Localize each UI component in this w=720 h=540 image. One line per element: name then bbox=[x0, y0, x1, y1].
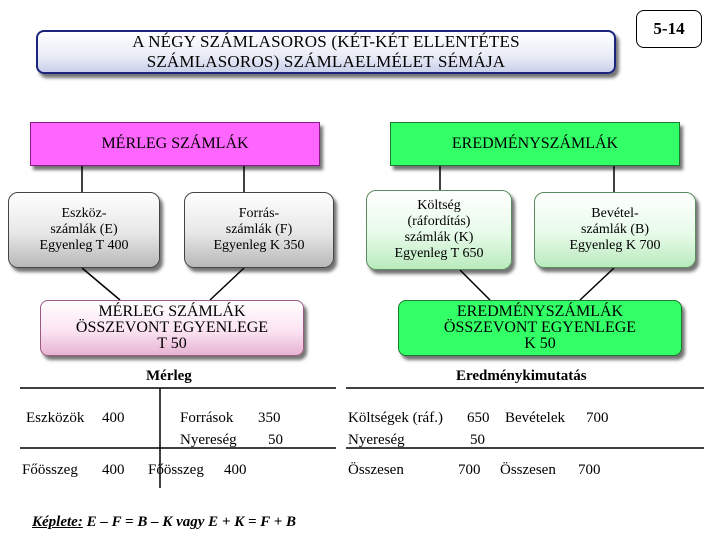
result-accounts-label: EREDMÉNYSZÁMLÁK bbox=[451, 135, 619, 152]
income-profit-value: 50 bbox=[470, 432, 485, 448]
connector-assets-to-summary bbox=[82, 268, 120, 300]
revenue-accounts-line-1: Bevétel- bbox=[591, 206, 639, 221]
balance-accounts-box bbox=[30, 122, 320, 166]
diagram-title bbox=[36, 30, 616, 74]
result-summary-balance: K 50 bbox=[524, 335, 556, 352]
asset-accounts-line-2: számlák (E) bbox=[50, 222, 118, 237]
balance-total-right-label: Főösszeg bbox=[148, 462, 204, 478]
income-revenues-label: Bevételek bbox=[505, 410, 565, 426]
balance-profit-value: 50 bbox=[268, 432, 283, 448]
result-accounts-box bbox=[390, 122, 680, 166]
title-line-1: A NÉGY SZÁMLASOROS (KÉT-KÉT ELLENTÉTES bbox=[132, 32, 520, 51]
revenue-accounts-balance: Egyenleg K 700 bbox=[569, 238, 661, 253]
connector-revenues-to-summary bbox=[580, 268, 614, 300]
balance-assets-value: 400 bbox=[102, 410, 125, 426]
connector-liabilities-to-summary bbox=[210, 268, 244, 300]
cost-accounts-box bbox=[366, 190, 512, 270]
income-total-right-value: 700 bbox=[578, 462, 601, 478]
income-statement-title: Eredménykimutatás bbox=[456, 368, 587, 384]
balance-assets-label: Eszközök bbox=[26, 410, 85, 426]
revenue-accounts-line-2: számlák (B) bbox=[580, 222, 649, 237]
income-total-left-value: 700 bbox=[458, 462, 481, 478]
cost-accounts-line-3: számlák (K) bbox=[404, 230, 474, 245]
asset-accounts-balance: Egyenleg T 400 bbox=[39, 238, 129, 253]
balance-profit-label: Nyereség bbox=[180, 432, 237, 448]
income-total-left-label: Összesen bbox=[348, 462, 404, 478]
formula-label: Képlete: bbox=[32, 514, 83, 530]
formula-text: E – F = B – K vagy E + K = F + B bbox=[82, 514, 297, 530]
cost-accounts-balance: Egyenleg T 650 bbox=[394, 246, 484, 261]
balance-total-right-value: 400 bbox=[224, 462, 247, 478]
balance-sheet-title: Mérleg bbox=[146, 368, 192, 384]
cost-accounts-line-2: (ráfordítás) bbox=[407, 214, 471, 229]
formula bbox=[32, 512, 296, 532]
cost-accounts-line-1: Költség bbox=[417, 198, 461, 213]
revenue-accounts-box bbox=[534, 192, 696, 268]
liability-accounts-box bbox=[184, 192, 334, 268]
income-total-right-label: Összesen bbox=[500, 462, 556, 478]
income-revenues-value: 700 bbox=[586, 410, 609, 426]
balance-total-left-label: Főösszeg bbox=[22, 462, 78, 478]
balance-accounts-label: MÉRLEG SZÁMLÁK bbox=[101, 135, 249, 152]
result-summary-box bbox=[398, 300, 682, 356]
liability-accounts-line-1: Forrás- bbox=[238, 206, 280, 221]
income-profit-label: Nyereség bbox=[348, 432, 405, 448]
result-summary-line-1: EREDMÉNYSZÁMLÁK bbox=[456, 303, 624, 320]
asset-accounts-box bbox=[8, 192, 160, 268]
asset-accounts-line-1: Eszköz- bbox=[61, 206, 107, 221]
balance-total-left-value: 400 bbox=[102, 462, 125, 478]
balance-sources-value: 350 bbox=[258, 410, 281, 426]
income-costs-value: 650 bbox=[467, 410, 490, 426]
liability-accounts-balance: Egyenleg K 350 bbox=[213, 238, 305, 253]
income-costs-label: Költségek (ráf.) bbox=[348, 410, 443, 426]
result-summary-line-2: ÖSSZEVONT EGYENLEGE bbox=[443, 319, 637, 336]
connector-costs-to-summary bbox=[460, 270, 490, 300]
balance-summary-line-1: MÉRLEG SZÁMLÁK bbox=[98, 303, 246, 320]
balance-summary-box bbox=[40, 300, 304, 356]
balance-summary-line-2: ÖSSZEVONT EGYENLEGE bbox=[75, 319, 269, 336]
title-line-2: SZÁMLASOROS) SZÁMLAELMÉLET SÉMÁJA bbox=[146, 52, 506, 71]
balance-summary-balance: T 50 bbox=[157, 335, 187, 352]
balance-sources-label: Források bbox=[180, 410, 234, 426]
liability-accounts-line-2: számlák (F) bbox=[225, 222, 293, 237]
page-number: 5-14 bbox=[636, 10, 702, 48]
